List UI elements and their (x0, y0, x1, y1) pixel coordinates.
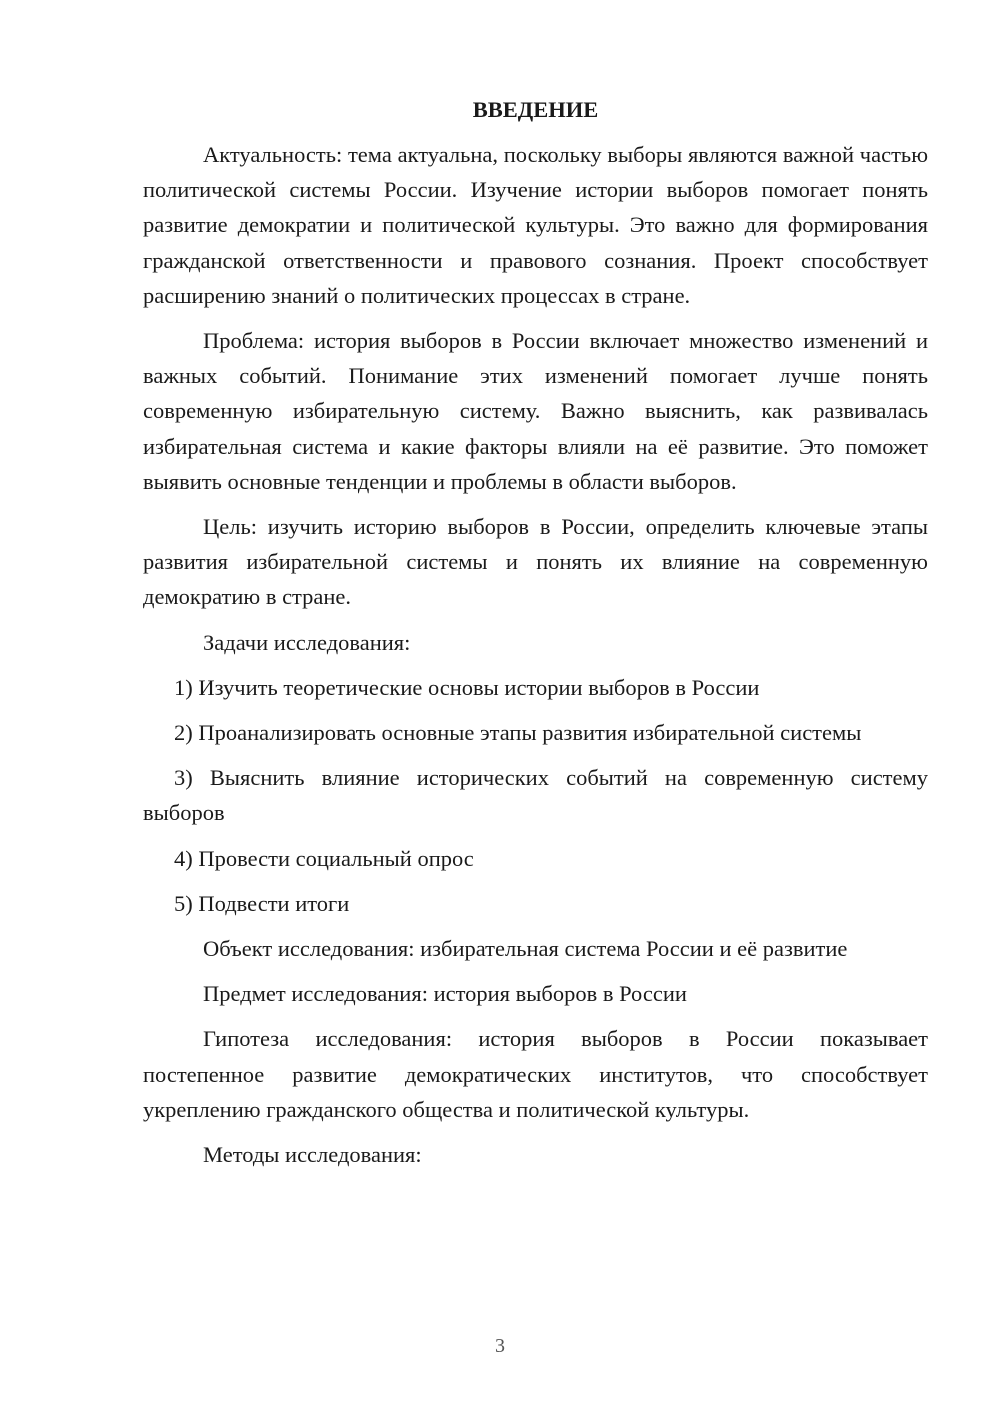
task-item-3: 3) Выяснить влияние исторических событий на современную систему выборов (143, 765, 928, 826)
methods-heading: Методы исследования: (203, 1142, 422, 1168)
research-object-paragraph: Объект исследования: избирательная система России и её развитие (203, 936, 848, 962)
goal-paragraph: Цель: изучить историю выборов в России, определить ключевые этапы развития избирательной системы и понять их влияние на современную демократию в стране. (143, 514, 928, 610)
document-page (143, 92, 928, 1182)
hypothesis-paragraph: Гипотеза исследования: история выборов в России показывает постепенное развитие демократических институтов, что способствует укреплению гражданского общества и политической культуры. (143, 1026, 928, 1122)
task-item-5: 5) Подвести итоги (174, 890, 350, 916)
document-title: ВВЕДЕНИЕ (472, 97, 599, 122)
task-item-4: 4) Провести социальный опрос (174, 845, 474, 871)
page-number: 3 (495, 1335, 505, 1357)
tasks-heading: Задачи исследования: (203, 629, 411, 655)
relevance-paragraph: Актуальность: тема актуальна, поскольку выборы являются важной частью политической системы России. Изучение истории выборов помогает понять развитие демократии и политической культуры. Это важно для формирования гражданской ответственности и правового сознания. Проект способствует расширению знаний о политических процессах в стране. (143, 142, 928, 308)
task-item-1: 1) Изучить теоретические основы истории выборов в России (174, 674, 760, 700)
research-subject-paragraph: Предмет исследования: история выборов в России (203, 981, 687, 1007)
problem-paragraph: Проблема: история выборов в России включает множество изменений и важных событий. Понимание этих изменений помогает лучше понять современную избирательную систему. Важно выяснить, как развивалась избирательная система и какие факторы влияли на её развитие. Это поможет выявить основные тенденции и проблемы в области выборов. (143, 328, 928, 494)
task-item-2: 2) Проанализировать основные этапы развития избирательной системы (174, 720, 862, 746)
